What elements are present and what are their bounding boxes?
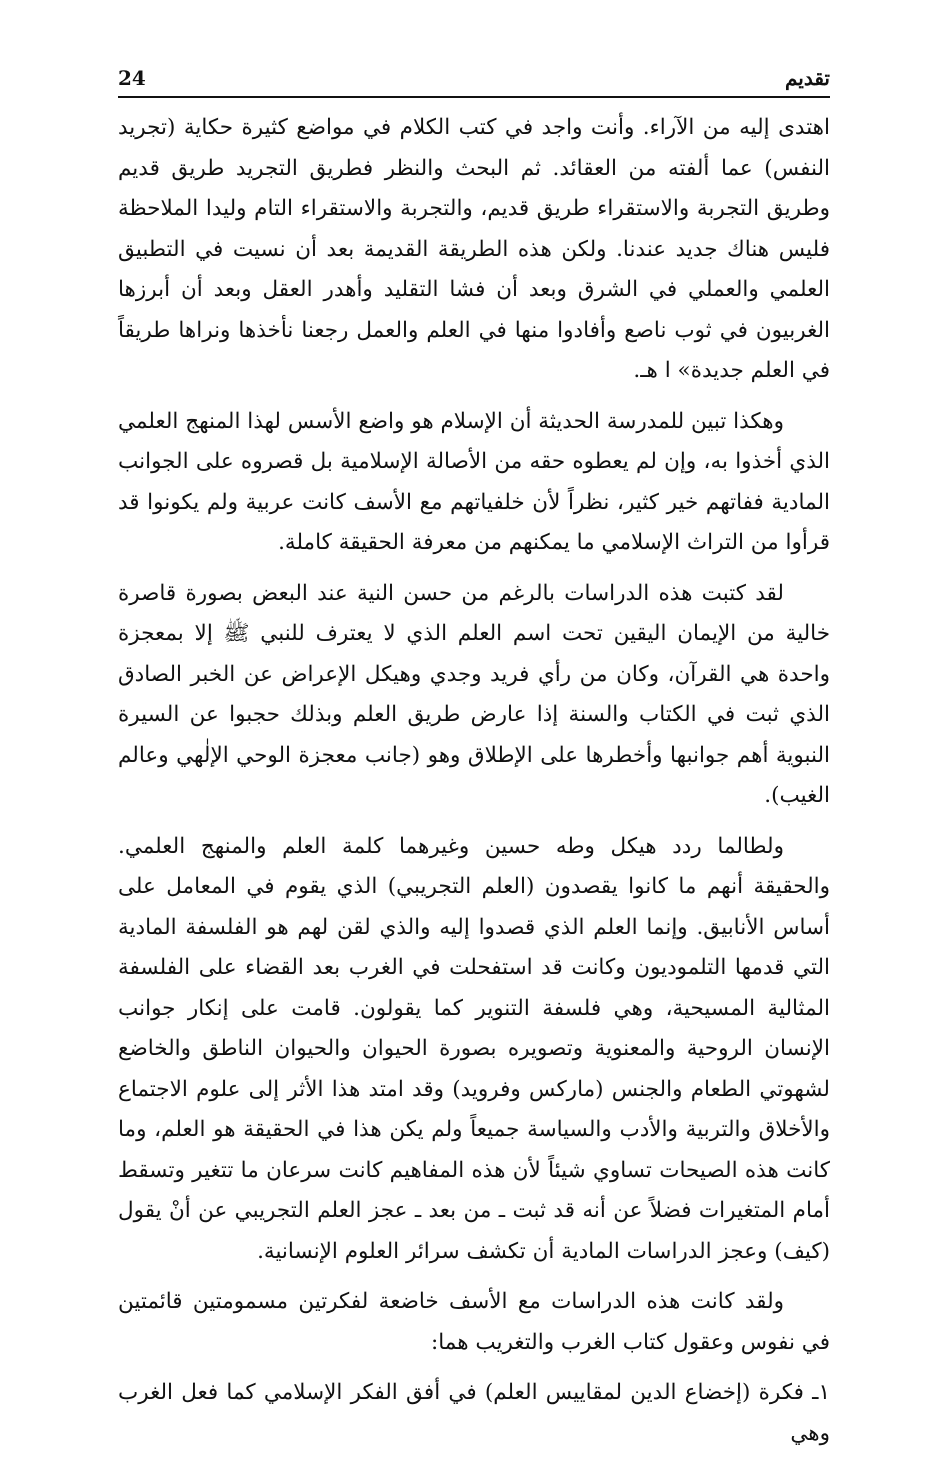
page-number: 24 bbox=[118, 66, 146, 90]
section-title: تقديم bbox=[784, 66, 830, 90]
body-text bbox=[118, 108, 830, 1464]
paragraph: لقد كتبت هذه الدراسات بالرغم من حسن النية عند البعض بصورة قاصرة خالية من الإيمان اليقين تحت اسم العلم الذي لا يعترف للنبي ﷺ إلا بمعجزة واحدة هي القرآن، وكان من رأي فريد وجدي وهيكل الإعراض عن الخبر الصادق الذي ثبت في الكتاب والسنة إذا عارض طريق العلم وبذلك حجبوا عن السيرة النبوية أهم جوانبها وأخطرها على الإطلاق وهو (جانب معجزة الوحي الإلٰهي وعالم الغيب). bbox=[118, 580, 830, 808]
header-divider bbox=[118, 96, 830, 98]
running-header bbox=[118, 56, 830, 90]
paragraph: وهكذا تبين للمدرسة الحديثة أن الإسلام هو واضع الأسس لهذا المنهج العلمي الذي أخذوا به، وإن لم يعطوه حقه من الأصالة الإسلامية بل قصروه على الجوانب المادية ففاتهم خير كثير، نظراً لأن خلفياتهم مع الأسف كانت عربية ولم يكونوا قد قرأوا من التراث الإسلامي ما يمكنهم من معرفة الحقيقة كاملة. bbox=[118, 408, 830, 555]
paragraph-continued: اهتدى إليه من الآراء. وأنت واجد في كتب الكلام في مواضع كثيرة حكاية (تجريد النفس) عما ألفته من العقائد. ثم البحث والنظر فطريق التجريد طريق قديم وطريق التجربة والاستقراء طريق قديم، والتجربة والاستقراء التام وليدا الملاحظة فليس هناك جديد عندنا. ولكن هذه الطريقة القديمة بعد أن نسيت في التطبيق العلمي والعملي في الشرق وبعد أن فشا التقليد وأهدر العقل وبعد أن أبرزها الغربيون في ثوب ناصع وأفادوا منها في العلم والعمل رجعنا نأخذها ونراها طريقاً في العلم جديدة» ا هـ. bbox=[118, 115, 830, 383]
paragraph: ولطالما ردد هيكل وطه حسين وغيرهما كلمة العلم والمنهج العلمي. والحقيقة أنهم ما كانوا يقصدون (العلم التجريبي) الذي يقوم في المعامل على أساس الأنابيق. وإنما العلم الذي قصدوا إليه والذي لقن لهم هو الفلسفة المادية التي قدمها التلموديون وكانت قد استفحلت في الغرب بعد القضاء على الفلسفة المثالية المسيحية، وهي فلسفة التنوير كما يقولون. قامت على إنكار جوانب الإنسان الروحية والمعنوية وتصويره بصورة الحيوان والحيوان الناطق والخاضع لشهوتي الطعام والجنس (ماركس وفرويد) وقد امتد هذا الأثر إلى علوم الاجتماع والأخلاق والتربية والأدب والسياسة جميعاً ولم يكن هذا في الحقيقة هو العلم، وما كانت هذه الصيحات تساوي شيئاً لأن هذه المفاهيم كانت سرعان ما تتغير وتسقط أمام المتغيرات فضلاً عن أنه قد ثبت ـ من بعد ـ عجز العلم التجريبي عن أنْ يقول (كيف) وعجز الدراسات المادية أن تكشف سرائر العلوم الإنسانية. bbox=[118, 833, 830, 1264]
numbered-item: ١ـ فكرة (إخضاع الدين لمقاييس العلم) في أفق الفكر الإسلامي كما فعل الغرب وهي bbox=[118, 1380, 830, 1446]
paragraph: ولقد كانت هذه الدراسات مع الأسف خاضعة لفكرتين مسمومتين قائمتين في نفوس وعقول كتاب الغرب والتغريب هما: bbox=[118, 1289, 830, 1355]
